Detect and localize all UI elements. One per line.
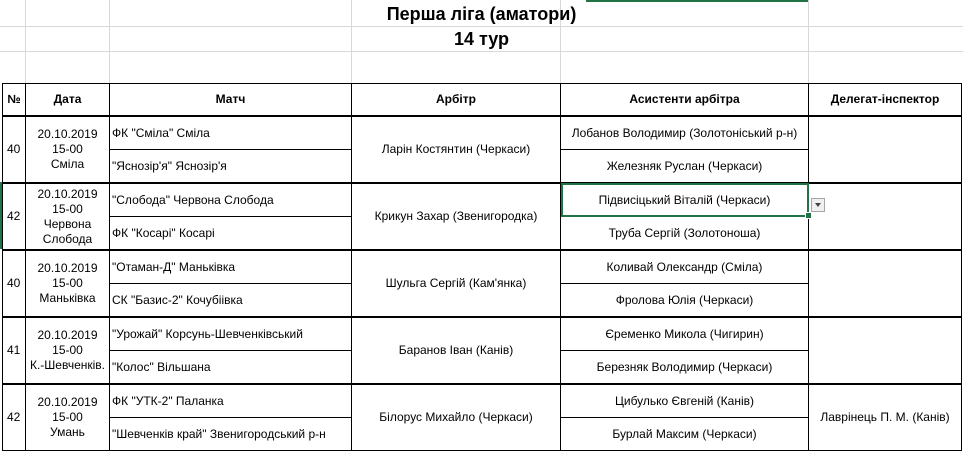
match-number[interactable]: 40 [3,116,26,183]
match-datetime[interactable] [26,317,110,384]
match-row [3,384,962,418]
delegate-inspector[interactable] [809,317,962,384]
match-date: 20.10.2019 [37,261,98,275]
header-row [3,84,962,117]
gridline [0,51,963,52]
assistant-1[interactable]: Єременко Микола (Чигирин) [561,317,809,351]
assistant-1[interactable]: Цибулько Євгеній (Канів) [561,384,809,418]
match-number[interactable]: 42 [3,384,26,451]
header-number[interactable]: № [3,84,26,117]
match-datetime[interactable] [26,183,110,250]
match-date: 20.10.2019 [37,127,98,141]
away-team[interactable]: "Яснозір'я" Яснозір'я [110,150,352,184]
assistant-2[interactable]: Фролова Юлія (Черкаси) [561,284,809,318]
away-team[interactable]: СК "Базис-2" Кочубіівка [110,284,352,318]
match-row [3,317,962,351]
dropdown-arrow-icon[interactable] [811,198,825,212]
gridline [0,26,963,27]
match-venue: Червона Слобода [42,216,93,246]
match-row [3,116,962,150]
header-delegate[interactable]: Делегат-інспектор [809,84,962,117]
assistant-2[interactable]: Железняк Руслан (Черкаси) [561,150,809,184]
cell-selection-indicator [586,0,808,2]
home-team[interactable]: ФК "Сміла" Сміла [110,116,352,150]
delegate-inspector[interactable]: Лаврінець П. М. (Канів) [809,384,962,451]
match-time: 15-00 [52,276,83,290]
assistant-2[interactable]: Труба Сергій (Золотоноша) [561,217,809,251]
match-number[interactable]: 42 [3,183,26,250]
row-selection-indicator [0,182,2,249]
delegate-inspector[interactable] [809,183,962,250]
away-team[interactable]: "Колос" Вільшана [110,351,352,385]
match-venue: Сміла [50,157,85,171]
sheet-title: Перша ліга (аматори) [386,4,577,24]
away-team[interactable]: "Шевченків край" Звенигородський р-н [110,418,352,451]
header-assistants[interactable]: Асистенти арбітра [561,84,809,117]
match-time: 15-00 [52,142,83,156]
header-match[interactable]: Матч [110,84,352,117]
referee[interactable]: Баранов Іван (Канів) [352,317,561,384]
match-date: 20.10.2019 [37,395,98,409]
round-title: 14 тур [453,29,510,49]
match-number[interactable]: 41 [3,317,26,384]
fill-handle[interactable] [805,212,812,219]
match-time: 15-00 [52,343,83,357]
match-venue: К.-Шевченків. [29,358,105,372]
schedule-table [2,83,962,451]
delegate-inspector[interactable] [809,116,962,183]
assistant-1[interactable]: Коливай Олександр (Сміла) [561,250,809,284]
referee[interactable]: Шульга Сергій (Кам'янка) [352,250,561,317]
home-team[interactable]: ФК "УТК-2" Паланка [110,384,352,418]
match-date: 20.10.2019 [37,328,98,342]
header-date[interactable]: Дата [26,84,110,117]
match-venue: Умань [50,425,85,439]
match-datetime[interactable] [26,116,110,183]
match-time: 15-00 [52,201,83,216]
match-row [3,250,962,284]
assistant-1[interactable]: Лобанов Володимир (Золотоніський р-н) [561,116,809,150]
match-date: 20.10.2019 [37,186,98,201]
home-team[interactable]: "Слобода" Червона Слобода [110,183,352,217]
match-number[interactable]: 40 [3,250,26,317]
assistant-2[interactable]: Березняк Володимир (Черкаси) [561,351,809,385]
match-time: 15-00 [52,410,83,424]
home-team[interactable]: "Отаман-Д" Маньківка [110,250,352,284]
referee[interactable]: Крикун Захар (Звенигородка) [352,183,561,250]
match-datetime[interactable] [26,384,110,451]
assistant-2[interactable]: Бурлай Максим (Черкаси) [561,418,809,451]
match-datetime[interactable] [26,250,110,317]
delegate-inspector[interactable] [809,250,962,317]
referee[interactable]: Ларін Костянтин (Черкаси) [352,116,561,183]
home-team[interactable]: "Урожай" Корсунь-Шевченківський [110,317,352,351]
assistant-1[interactable]: Підвисіцький Віталій (Черкаси) [561,183,809,217]
header-referee[interactable]: Арбітр [352,84,561,117]
match-venue: Маньківка [39,291,96,305]
referee[interactable]: Білорус Михайло (Черкаси) [352,384,561,451]
away-team[interactable]: ФК "Косарі" Косарі [110,217,352,251]
